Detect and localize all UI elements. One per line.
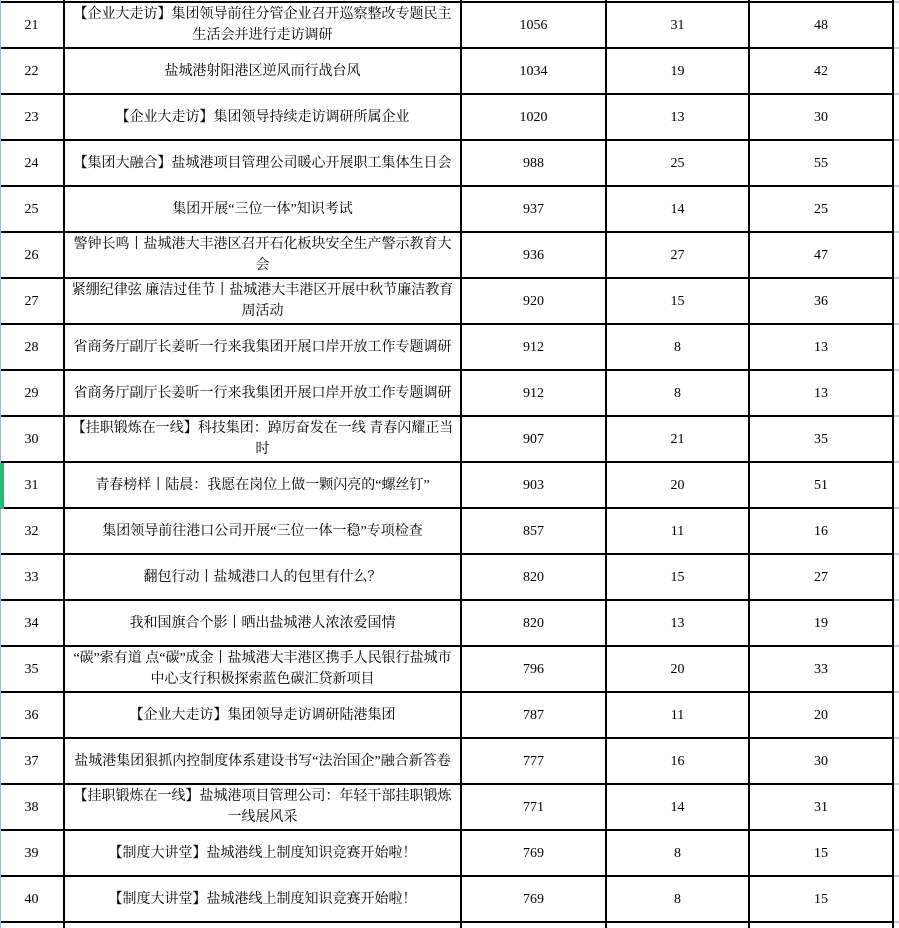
title-cell[interactable]: 警钟长鸣丨盐城港大丰港区召开石化板块安全生产警示教育大会 xyxy=(65,233,462,279)
value3-cell[interactable]: 19 xyxy=(750,601,894,647)
value3-cell[interactable]: 55 xyxy=(750,141,894,187)
value1-cell[interactable]: 1056 xyxy=(462,3,607,49)
row-number-cell[interactable]: 27 xyxy=(0,279,65,325)
value3-cell[interactable]: 36 xyxy=(750,279,894,325)
row-number-cell[interactable]: 32 xyxy=(0,509,65,555)
title-cell[interactable]: 【企业大走访】集团领导走访调研陆港集团 xyxy=(65,693,462,739)
value2-cell[interactable]: 15 xyxy=(607,279,750,325)
value3-cell[interactable]: 47 xyxy=(750,233,894,279)
title-cell[interactable]: 翻包行动丨盐城港口人的包里有什么？ xyxy=(65,555,462,601)
value1-cell[interactable]: 820 xyxy=(462,601,607,647)
value1-cell[interactable]: 857 xyxy=(462,509,607,555)
value2-cell[interactable]: 13 xyxy=(607,95,750,141)
title-cell[interactable]: 集团领导前往港口公司开展“三位一体一稳”专项检查 xyxy=(65,509,462,555)
partial-row-cell xyxy=(607,923,750,928)
row-number-cell[interactable]: 26 xyxy=(0,233,65,279)
title-cell[interactable]: 【制度大讲堂】盐城港线上制度知识竞赛开始啦！ xyxy=(65,831,462,877)
row-number-cell[interactable]: 29 xyxy=(0,371,65,417)
row-number-cell[interactable]: 35 xyxy=(0,647,65,693)
row-number-cell[interactable]: 33 xyxy=(0,555,65,601)
value3-cell[interactable]: 33 xyxy=(750,647,894,693)
value2-cell[interactable]: 14 xyxy=(607,187,750,233)
gridline-stub xyxy=(894,553,899,555)
row-number-cell[interactable]: 25 xyxy=(0,187,65,233)
value1-cell[interactable]: 920 xyxy=(462,279,607,325)
gridline-stub xyxy=(894,461,899,463)
value1-cell[interactable]: 988 xyxy=(462,141,607,187)
value2-cell[interactable]: 20 xyxy=(607,463,750,509)
row-number-cell[interactable]: 38 xyxy=(0,785,65,831)
gridline-stub xyxy=(894,507,899,509)
value2-cell[interactable]: 20 xyxy=(607,647,750,693)
title-cell[interactable]: 青春榜样丨陆晨：我愿在岗位上做一颗闪亮的“螺丝钉” xyxy=(65,463,462,509)
value3-cell[interactable]: 13 xyxy=(750,325,894,371)
value3-cell[interactable]: 30 xyxy=(750,95,894,141)
value2-cell[interactable]: 11 xyxy=(607,693,750,739)
title-cell[interactable]: 【集团大融合】盐城港项目管理公司暖心开展职工集体生日会 xyxy=(65,141,462,187)
value3-cell[interactable]: 25 xyxy=(750,187,894,233)
partial-row-cell xyxy=(65,923,462,928)
value1-cell[interactable]: 903 xyxy=(462,463,607,509)
value2-cell[interactable]: 8 xyxy=(607,831,750,877)
title-cell[interactable]: “碳”索有道 点“碳”成金丨盐城港大丰港区携手人民银行盐城市中心支行积极探索蓝色碳汇贷新项目 xyxy=(65,647,462,693)
row-number-cell[interactable]: 21 xyxy=(0,3,65,49)
title-cell[interactable]: 【企业大走访】集团领导持续走访调研所属企业 xyxy=(65,95,462,141)
value3-cell[interactable]: 15 xyxy=(750,877,894,923)
value1-cell[interactable]: 907 xyxy=(462,417,607,463)
value3-cell[interactable]: 48 xyxy=(750,3,894,49)
gridline-stub xyxy=(894,139,899,141)
value2-cell[interactable]: 31 xyxy=(607,3,750,49)
value3-cell[interactable]: 30 xyxy=(750,739,894,785)
value2-cell[interactable]: 25 xyxy=(607,141,750,187)
title-cell[interactable]: 【企业大走访】集团领导前往分管企业召开巡察整改专题民主生活会并进行走访调研 xyxy=(65,3,462,49)
value1-cell[interactable]: 912 xyxy=(462,371,607,417)
value3-cell[interactable]: 27 xyxy=(750,555,894,601)
row-number-cell[interactable]: 28 xyxy=(0,325,65,371)
row-number-cell[interactable]: 40 xyxy=(0,877,65,923)
value2-cell[interactable]: 21 xyxy=(607,417,750,463)
gridline-stub xyxy=(894,737,899,739)
row-number-cell[interactable]: 22 xyxy=(0,49,65,95)
value2-cell[interactable]: 13 xyxy=(607,601,750,647)
value1-cell[interactable]: 771 xyxy=(462,785,607,831)
row-number-cell[interactable]: 31 xyxy=(0,463,65,509)
value1-cell[interactable]: 937 xyxy=(462,187,607,233)
row-number-cell[interactable]: 23 xyxy=(0,95,65,141)
value2-cell[interactable]: 8 xyxy=(607,877,750,923)
value2-cell[interactable]: 27 xyxy=(607,233,750,279)
value3-cell[interactable]: 16 xyxy=(750,509,894,555)
gridline-stub xyxy=(894,645,899,647)
value1-cell[interactable]: 820 xyxy=(462,555,607,601)
gridline-stub xyxy=(894,1,899,3)
gridline-stub xyxy=(894,921,899,923)
title-cell[interactable]: 集团开展“三位一体”知识考试 xyxy=(65,187,462,233)
value2-cell[interactable]: 14 xyxy=(607,785,750,831)
partial-row-cell xyxy=(750,923,894,928)
gridline-stub xyxy=(894,369,899,371)
value3-cell[interactable]: 13 xyxy=(750,371,894,417)
gridline-stub xyxy=(894,47,899,49)
value1-cell[interactable]: 936 xyxy=(462,233,607,279)
value2-cell[interactable]: 19 xyxy=(607,49,750,95)
partial-row-cell xyxy=(462,923,607,928)
gridline-stub xyxy=(894,875,899,877)
value1-cell[interactable]: 912 xyxy=(462,325,607,371)
title-cell[interactable]: 我和国旗合个影丨晒出盐城港人浓浓爱国情 xyxy=(65,601,462,647)
title-cell[interactable]: 盐城港射阳港区逆风而行战台风 xyxy=(65,49,462,95)
value3-cell[interactable]: 35 xyxy=(750,417,894,463)
row-number-cell[interactable]: 37 xyxy=(0,739,65,785)
value1-cell[interactable]: 1020 xyxy=(462,95,607,141)
value1-cell[interactable]: 1034 xyxy=(462,49,607,95)
gridline-stub xyxy=(894,323,899,325)
value2-cell[interactable]: 8 xyxy=(607,325,750,371)
title-cell[interactable]: 紧绷纪律弦 廉洁过佳节丨盐城港大丰港区开展中秋节廉洁教育周活动 xyxy=(65,279,462,325)
row-number-cell[interactable]: 36 xyxy=(0,693,65,739)
gridline-stub xyxy=(894,599,899,601)
gridline-stub xyxy=(894,231,899,233)
gridline-stub xyxy=(894,415,899,417)
row-number-cell[interactable]: 30 xyxy=(0,417,65,463)
value2-cell[interactable]: 11 xyxy=(607,509,750,555)
value3-cell[interactable]: 42 xyxy=(750,49,894,95)
title-cell[interactable]: 【挂职锻炼在一线】科技集团：踔厉奋发在一线 青春闪耀正当时 xyxy=(65,417,462,463)
value3-cell[interactable]: 15 xyxy=(750,831,894,877)
partial-row-cell xyxy=(0,923,65,928)
value1-cell[interactable]: 796 xyxy=(462,647,607,693)
value3-cell[interactable]: 20 xyxy=(750,693,894,739)
value1-cell[interactable]: 777 xyxy=(462,739,607,785)
title-cell[interactable]: 盐城港集团狠抓内控制度体系建设书写“法治国企”融合新答卷 xyxy=(65,739,462,785)
row-number-cell[interactable]: 34 xyxy=(0,601,65,647)
value2-cell[interactable]: 8 xyxy=(607,371,750,417)
value1-cell[interactable]: 787 xyxy=(462,693,607,739)
title-cell[interactable]: 【制度大讲堂】盐城港线上制度知识竞赛开始啦！ xyxy=(65,877,462,923)
row-number-cell[interactable]: 39 xyxy=(0,831,65,877)
gridline-stub xyxy=(894,691,899,693)
gridline-stub xyxy=(894,277,899,279)
value1-cell[interactable]: 769 xyxy=(462,831,607,877)
collab-selection-bar xyxy=(0,463,4,509)
value1-cell[interactable]: 769 xyxy=(462,877,607,923)
value2-cell[interactable]: 15 xyxy=(607,555,750,601)
gridline-stub xyxy=(894,829,899,831)
gridline-stub xyxy=(894,783,899,785)
value3-cell[interactable]: 31 xyxy=(750,785,894,831)
title-cell[interactable]: 【挂职锻炼在一线】盐城港项目管理公司：年轻干部挂职锻炼一线展风采 xyxy=(65,785,462,831)
value3-cell[interactable]: 51 xyxy=(750,463,894,509)
gridline-stub xyxy=(894,93,899,95)
row-number-cell[interactable]: 24 xyxy=(0,141,65,187)
title-cell[interactable]: 省商务厅副厅长姜昕一行来我集团开展口岸开放工作专题调研 xyxy=(65,371,462,417)
value2-cell[interactable]: 16 xyxy=(607,739,750,785)
gridline-stub xyxy=(894,185,899,187)
title-cell[interactable]: 省商务厅副厅长姜昕一行来我集团开展口岸开放工作专题调研 xyxy=(65,325,462,371)
